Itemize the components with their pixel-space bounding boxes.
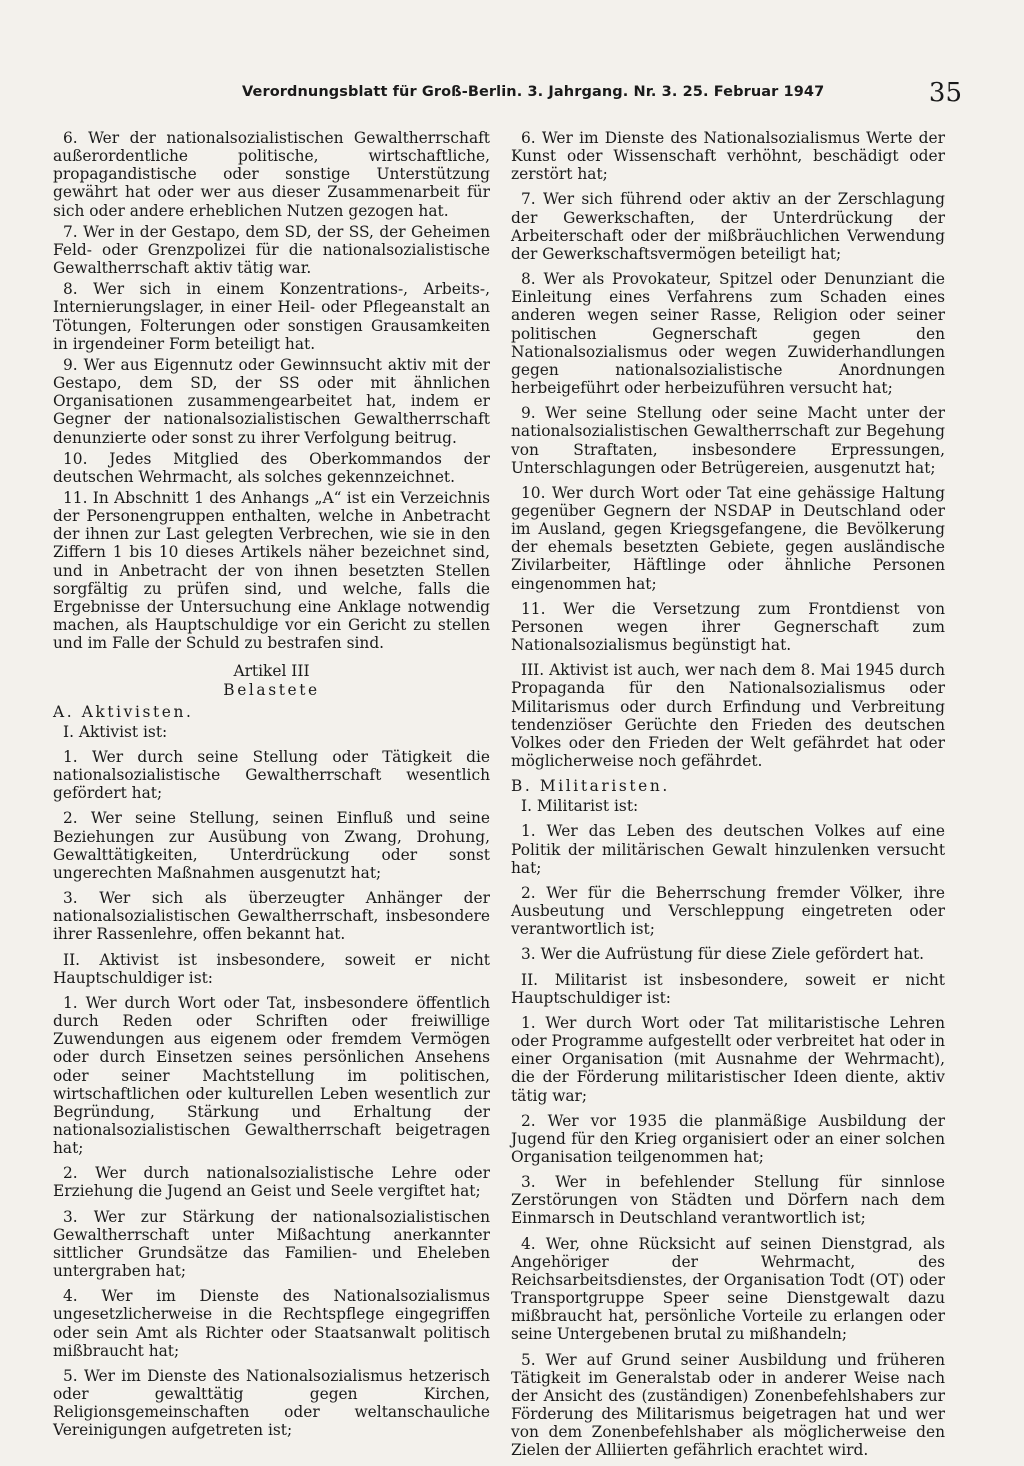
list-item: 7. Wer sich führend oder aktiv an der Zerschlagung der Gewerkschaften, der Unterdrückung der Arbeiterschaft oder der mißbräuchlichen Verwendung der Gewerkschaftsvermögen beteiligt hat;	[511, 190, 945, 263]
list-item: 1. Wer durch Wort oder Tat, insbesondere öffentlich durch Reden oder Schriften oder freiwillige Zuwendungen aus eigenem oder fremdem Vermögen oder durch Einsetzen seines persönlichen Ansehens oder seiner Machtstellung im politischen, wirtschaftlichen oder kulturellen Leben wesentlich zur Begründung, Stärkung und Erhaltung der nationalsozialistischen Gewaltherrschaft beigetragen hat;	[53, 993, 490, 1158]
section-subheading: I. Aktivist ist:	[63, 722, 168, 741]
list-item: 9. Wer seine Stellung oder seine Macht unter der nationalsozialistischen Gewaltherrschaft zur Begehung von Straftaten, insbesondere Erpressungen, Unterschlagungen oder Betrügereien, ausgenutzt hat;	[511, 404, 945, 477]
section-heading-b: B. Militaristen.	[511, 777, 670, 796]
list-item: 3. Wer zur Stärkung der nationalsozialistischen Gewaltherrschaft unter Mißachtung anerkannter sittlicher Grundsätze das Familien- und Eheleben untergraben hat;	[53, 1207, 490, 1281]
paragraph: 8. Wer sich in einem Konzentrations-, Arbeits-, Internierungslager, in einer Heil- oder Pflegeanstalt an Tötungen, Folterungen oder sonstigen Grausamkeiten in irgendeiner Form beteiligt hat.	[53, 280, 490, 353]
paragraph: 7. Wer in der Gestapo, dem SD, der SS, der Geheimen Feld- oder Grenzpolizei für die nationalsozialistische Gewaltherrschaft aktiv tätig war.	[53, 222, 490, 278]
list-item: 4. Wer, ohne Rücksicht auf seinen Dienstgrad, als Angehöriger der Wehrmacht, des Reichsarbeitsdienstes, der Organisation Todt (OT) oder Transportgruppe Speer seine Dienstgewalt dazu mißbraucht hat, persönliche Vorteile zu erlangen oder seine Untergebenen brutal zu mißhandeln;	[511, 1234, 945, 1344]
list-item: 5. Wer im Dienste des Nationalsozialismus hetzerisch oder gewalttätig gegen Kirchen, Religionsgemeinschaften oder weltanschauliche Vereinigungen aufgetreten ist;	[53, 1366, 490, 1440]
left-column	[53, 129, 490, 1446]
list-item: 1. Wer durch Wort oder Tat militaristische Lehren oder Programme aufgestellt oder verbreitet hat oder in einer Organisation (mit Ausnahme der Wehrmacht), die der Förderung militaristischer Ideen diente, aktiv tätig war;	[511, 1013, 945, 1105]
page-header	[52, 78, 962, 108]
list-item: 3. Wer sich als überzeugter Anhänger der nationalsozialistischen Gewaltherrschaft, insbesondere ihrer Rassenlehre, offen bekannt hat.	[53, 889, 490, 944]
section-subheading: II. Aktivist ist insbesondere, soweit er nicht Hauptschuldiger ist:	[53, 950, 490, 987]
list-item: 11. Wer die Versetzung zum Frontdienst von Personen wegen ihrer Gegnerschaft zum Nationalsozialismus begünstigt hat.	[511, 599, 945, 655]
paragraph: 10. Jedes Mitglied des Oberkommandos der deutschen Wehrmacht, als solches gekennzeichnet.	[53, 449, 490, 486]
section-heading-a: A. Aktivisten.	[53, 702, 194, 721]
list-item: 2. Wer vor 1935 die planmäßige Ausbildung der Jugend für den Krieg organisiert oder an einer solchen Organisation teilgenommen hat;	[511, 1111, 945, 1166]
list-item: 3. Wer in befehlender Stellung für sinnlose Zerstörungen von Städten und Dörfern nach dem Einmarsch in Deutschland verantwortlich ist;	[511, 1173, 945, 1228]
list-item: 8. Wer als Provokateur, Spitzel oder Denunziant die Einleitung eines Verfahrens zum Schaden eines anderen wegen seiner Rasse, Religion oder seiner politischen Gegnerschaft gegen den Nationalsozialismus oder wegen Zuwiderhandlungen gegen nationalsozialistische Anordnungen herbeigeführt oder herbeizuführen versucht hat;	[511, 270, 945, 398]
list-item: 6. Wer im Dienste des Nationalsozialismus Werte der Kunst oder Wissenschaft verhöhnt, beschädigt oder zerstört hat;	[511, 129, 945, 184]
article-subheading: Belastete	[223, 680, 320, 699]
page-number: 35	[928, 78, 962, 108]
paragraph: III. Aktivist ist auch, wer nach dem 8. Mai 1945 durch Propaganda für den Nationalsozialismus oder Militarismus oder durch Erfindung und Verbreitung tendenziöser Gerüchte den Frieden des deutschen Volkes oder den Frieden der Welt gefährdet hat oder möglicherweise noch gefährdet.	[511, 661, 945, 770]
list-item: 5. Wer auf Grund seiner Ausbildung und früheren Tätigkeit im Generalstab oder in anderer Weise nach der Ansicht des (zuständigen) Zonenbefehlshabers zur Förderung des Militarismus beigetragen hat und wer von dem Zonenbefehlshaber als möglicherweise den Zielen der Alliierten gefährlich erachtet wird.	[511, 1350, 945, 1460]
paragraph: 11. In Abschnitt 1 des Anhangs „A“ ist ein Verzeichnis der Personengruppen enthalten, welche in Anbetracht der ihnen zur Last gelegten Verbrechen, wie sie in den Ziffern 1 bis 10 dieses Artikels näher bezeichnet sind, und in Anbetracht der von ihnen besetzten Stellen sorgfältig zu prüfen sind, und welche, falls die Ergebnisse der Untersuchung eine Anklage notwendig machen, als Hauptschuldige vor ein Gericht zu stellen und im Falle der Schuld zu bestrafen sind.	[53, 488, 490, 653]
section-subheading: I. Militarist ist:	[521, 797, 639, 816]
list-item: 2. Wer durch nationalsozialistische Lehre oder Erziehung die Jugend an Geist und Seele vergiftet hat;	[53, 1164, 490, 1201]
list-item: 2. Wer für die Beherrschung fremder Völker, ihre Ausbeutung und Verschleppung eingetreten oder verantwortlich ist;	[511, 883, 945, 939]
right-column	[511, 129, 945, 1466]
section-subheading: II. Militarist ist insbesondere, soweit er nicht Hauptschuldiger ist:	[511, 970, 945, 1007]
list-item: 10. Wer durch Wort oder Tat eine gehässige Haltung gegenüber Gegnern der NSDAP in Deutschland oder im Ausland, gegen Kriegsgefangene, die Bevölkerung der ehemals besetzten Gebiete, gegen ausländische Zivilarbeiter, Häftlinge oder ähnliche Personen eingenommen hat;	[511, 483, 945, 593]
list-item: 4. Wer im Dienste des Nationalsozialismus ungesetzlicherweise in die Rechtspflege eingegriffen oder sein Amt als Richter oder Staatsanwalt politisch mißbraucht hat;	[53, 1287, 490, 1360]
list-item: 2. Wer seine Stellung, seinen Einfluß und seine Beziehungen zur Ausübung von Zwang, Drohung, Gewalttätigkeiten, Unterdrückung oder sonst ungerechten Maßnahmen ausgenutzt hat;	[53, 809, 490, 882]
list-item: 1. Wer durch seine Stellung oder Tätigkeit die nationalsozialistische Gewaltherrschaft wesentlich gefördert hat;	[53, 748, 490, 803]
article-heading: Artikel III	[233, 662, 310, 681]
journal-title: Verordnungsblatt für Groß-Berlin. 3. Jahrgang. Nr. 3. 25. Februar 1947	[242, 84, 825, 100]
paragraph: 6. Wer der nationalsozialistischen Gewaltherrschaft außerordentliche politische, wirtschaftliche, propagandistische oder sonstige Unterstützung gewährt hat oder wer aus dieser Zusammenarbeit für sich oder andere erheblichen Nutzen gezogen hat.	[53, 129, 490, 220]
paragraph: 9. Wer aus Eigennutz oder Gewinnsucht aktiv mit der Gestapo, dem SD, der SS oder mit ähnlichen Organisationen zusammengearbeitet hat, indem er Gegner der nationalsozialistischen Gewaltherrschaft denunzierte oder sonst zu ihrer Verfolgung beitrug.	[53, 355, 490, 447]
list-item: 3. Wer die Aufrüstung für diese Ziele gefördert hat.	[521, 945, 925, 964]
list-item: 1. Wer das Leben des deutschen Volkes auf eine Politik der militärischen Gewalt hinzulenken versucht hat;	[511, 822, 945, 877]
